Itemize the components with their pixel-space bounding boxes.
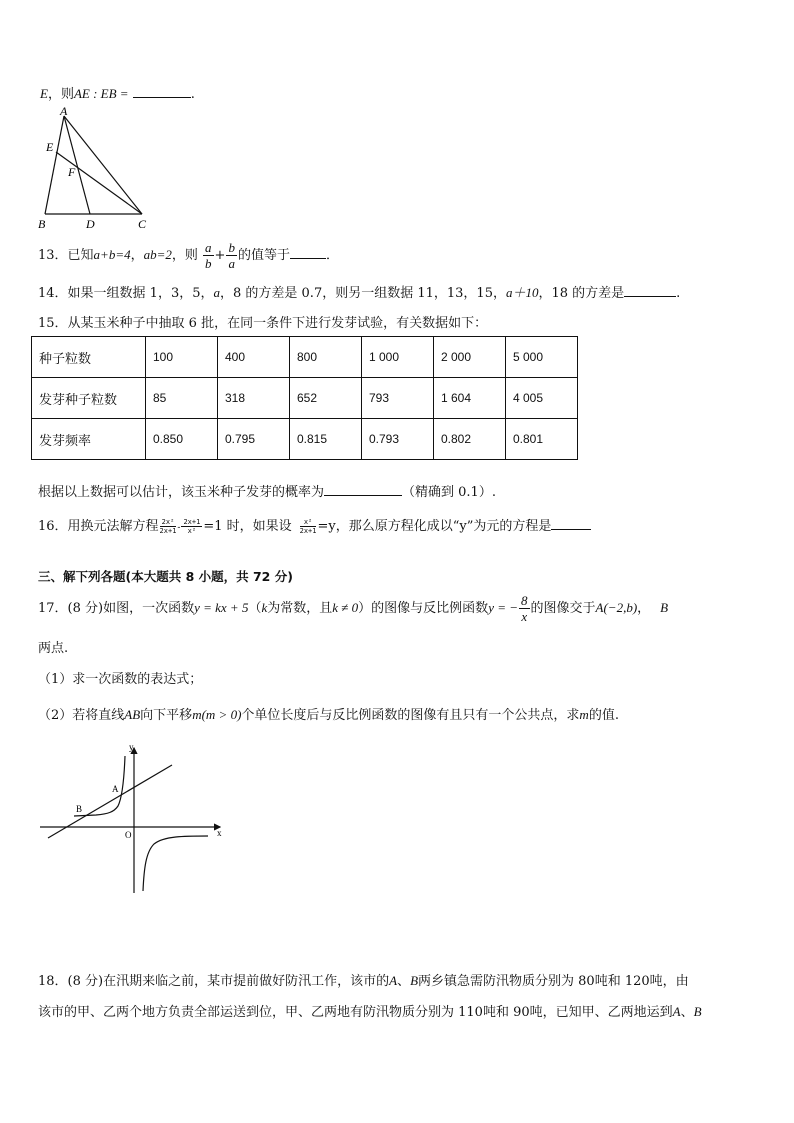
q12-mid: ，则 <box>47 87 74 102</box>
q13-fraction-b-over-a <box>226 241 237 270</box>
q17-sub2a: （2）若将直线 <box>38 708 125 723</box>
table-cell: 400 <box>218 337 290 378</box>
q17-inverse-prefix: y = − <box>488 600 519 615</box>
label-d: D <box>86 217 95 231</box>
q18-sep: 、 <box>397 974 411 989</box>
minus-sign: - <box>177 523 181 533</box>
q17-comma: ， <box>637 601 651 616</box>
q18-town-b: B <box>410 973 419 988</box>
q13-cond2: ab=2 <box>143 247 172 262</box>
table-cell: 652 <box>290 378 362 419</box>
q16-fraction-2 <box>181 518 202 536</box>
table-cell: 0.801 <box>506 419 578 460</box>
q17-sub2 <box>38 704 619 723</box>
table-cell: 5 000 <box>506 337 578 378</box>
q18-line2 <box>38 1001 702 1020</box>
q15-answer-blank[interactable] <box>324 483 402 496</box>
frac-num: 2x+1 <box>183 517 201 526</box>
q15-conclusion <box>38 481 496 500</box>
frac-den: x² <box>187 527 197 535</box>
q14-answer-blank[interactable] <box>624 284 676 297</box>
frac-den: x <box>521 609 528 624</box>
label-f: F <box>68 165 76 179</box>
frac-num: 8 <box>521 593 528 608</box>
table-cell: 4 005 <box>506 378 578 419</box>
table-cell: 85 <box>146 378 218 419</box>
row-header: 发芽频率 <box>32 419 146 460</box>
q17-point-b: B <box>660 600 669 615</box>
frac-num: a <box>205 240 212 255</box>
q17-line1a: 17．(8 分)如图，一次函数 <box>38 601 195 616</box>
q16-fraction-3 <box>300 518 317 536</box>
frac-num: b <box>228 240 235 255</box>
q17-k-not-zero: k ≠ 0 <box>332 600 359 615</box>
q16-answer-blank[interactable] <box>551 517 591 530</box>
q17-paren-open: （ <box>248 601 262 616</box>
q17-k: k <box>261 600 268 615</box>
table-cell: 800 <box>290 337 362 378</box>
q14-end: . <box>676 286 681 301</box>
side-ab <box>45 116 64 214</box>
q14-line <box>38 282 680 301</box>
point-label-a: A <box>112 784 119 794</box>
q17-sub1: （1）求一次函数的表达式； <box>38 672 203 687</box>
q13-fraction-a-over-b <box>203 241 214 270</box>
table-cell: 0.795 <box>218 419 290 460</box>
q17-sub2d: 的值. <box>588 708 619 723</box>
table-cell: 0.850 <box>146 419 218 460</box>
axis-label-x: x <box>217 828 222 838</box>
origin-label: O <box>125 830 132 840</box>
q18-line1 <box>38 970 689 989</box>
q16-eq2: =y，那么原方程化成以“y”为元的方程是 <box>317 519 552 534</box>
q12-line <box>40 83 195 102</box>
q13-tail: 的值等于 <box>237 248 290 263</box>
q18-line1b: 两乡镇急需防汛物质分别为 80吨和 120吨，由 <box>418 974 689 989</box>
q18-sep-2: 、 <box>680 1005 694 1020</box>
table-cell: 793 <box>362 378 434 419</box>
q14-part3: ，18 的方差是 <box>538 286 625 301</box>
q14-part1: 14．如果一组数据 1，3，5， <box>38 286 214 301</box>
q18-town-b-2: B <box>693 1004 702 1019</box>
q17-line2: 两点. <box>38 641 69 656</box>
q14-part2: ，8 的方差是 0.7，则另一组数据 11，13，15， <box>220 286 506 301</box>
table-cell: 100 <box>146 337 218 378</box>
table-cell: 0.802 <box>434 419 506 460</box>
q18-line1a: 18．(8 分)在汛期来临之前，某市提前做好防汛工作，该市的 <box>38 974 390 989</box>
q13-line <box>38 238 339 272</box>
q17-m-condition: m(m > 0) <box>192 707 242 722</box>
q13-then: ，则 <box>171 248 198 263</box>
frac-den: 2x+1 <box>299 527 317 535</box>
hyperbola-right-branch <box>143 836 208 891</box>
label-a: A <box>60 106 68 118</box>
q16-line <box>38 509 591 545</box>
q17-const-text: 为常数，且 <box>267 601 333 616</box>
q12-answer-blank[interactable] <box>133 85 191 98</box>
q17-sub2c: 个单位长度后与反比例函数的图像有且只有一个公共点，求 <box>241 708 580 723</box>
q17-fraction-8-over-x <box>519 594 530 623</box>
frac-num: x² <box>300 518 317 527</box>
frac-den: 2x+1 <box>159 527 177 535</box>
section-3-heading: 三、解下列各题(本大题共 8 小题，共 72 分) <box>38 569 293 584</box>
table-cell: 1 604 <box>434 378 506 419</box>
q16-part1: 16．用换元法解方程 <box>38 519 159 534</box>
q16-eq1: =1 时，如果设 <box>203 519 292 534</box>
q13-number: 13．已知 <box>38 248 94 263</box>
q17-m: m <box>579 707 589 722</box>
plus-sign: + <box>214 248 226 263</box>
table-row <box>32 378 578 419</box>
q18-town-a: A <box>389 973 398 988</box>
table-cell: 0.815 <box>290 419 362 460</box>
q17-line1d: ）的图像与反比例函数 <box>358 601 489 616</box>
q12-ratio: AE : EB = <box>73 86 129 101</box>
table-cell: 2 000 <box>434 337 506 378</box>
q13-answer-blank[interactable] <box>290 246 326 259</box>
q17-line1e: 的图像交于 <box>530 601 596 616</box>
table-cell: 1 000 <box>362 337 434 378</box>
q17-line-ab: AB <box>124 707 141 722</box>
side-ac <box>64 116 142 214</box>
row-header: 发芽种子粒数 <box>32 378 146 419</box>
axis-label-y: y <box>129 742 134 752</box>
label-c: C <box>138 217 147 231</box>
q13-cond1: a+b=4 <box>93 247 131 262</box>
q15-after-end: （精确到 0.1）. <box>402 485 496 500</box>
frac-den: b <box>205 256 212 271</box>
q17-sub2b: 向下平移 <box>140 708 193 723</box>
q17-graph <box>36 740 232 896</box>
table-cell: 0.793 <box>362 419 434 460</box>
triangle-figure <box>32 106 162 232</box>
label-b: B <box>38 217 46 231</box>
q13-comma: ， <box>130 248 144 263</box>
germination-table <box>31 336 578 460</box>
table-row <box>32 419 578 460</box>
q13-end: ． <box>325 248 339 263</box>
frac-den: a <box>228 256 235 271</box>
q15-after: 根据以上数据可以估计，该玉米种子发芽的概率为 <box>38 485 325 500</box>
point-e: E <box>40 86 48 101</box>
q16-fraction-1 <box>160 518 177 536</box>
segment-ec <box>56 152 142 214</box>
q18-line2a: 该市的甲、乙两个地方负责全部运送到位，甲、乙两地有防汛物质分别为 110吨和 90吨，已知甲、乙两地运到 <box>38 1005 673 1020</box>
q17-line1 <box>38 590 668 626</box>
table-row <box>32 337 578 378</box>
q18-town-a-2: A <box>672 1004 681 1019</box>
q15-intro: 15．从某玉米种子中抽取 6 批，在同一条件下进行发芽试验，有关数据如下： <box>38 316 488 331</box>
frac-num: 2x² <box>160 518 177 527</box>
q17-point-a: A(−2,b) <box>595 600 638 615</box>
q14-a-plus-10: a＋10 <box>505 285 539 300</box>
point-label-b: B <box>76 804 83 814</box>
q14-a: a <box>213 285 220 300</box>
label-e: E <box>46 140 54 154</box>
table-cell: 318 <box>218 378 290 419</box>
row-header: 种子粒数 <box>32 337 146 378</box>
q12-end: . <box>190 87 195 102</box>
q17-linear-function: y = kx + 5 <box>194 600 249 615</box>
